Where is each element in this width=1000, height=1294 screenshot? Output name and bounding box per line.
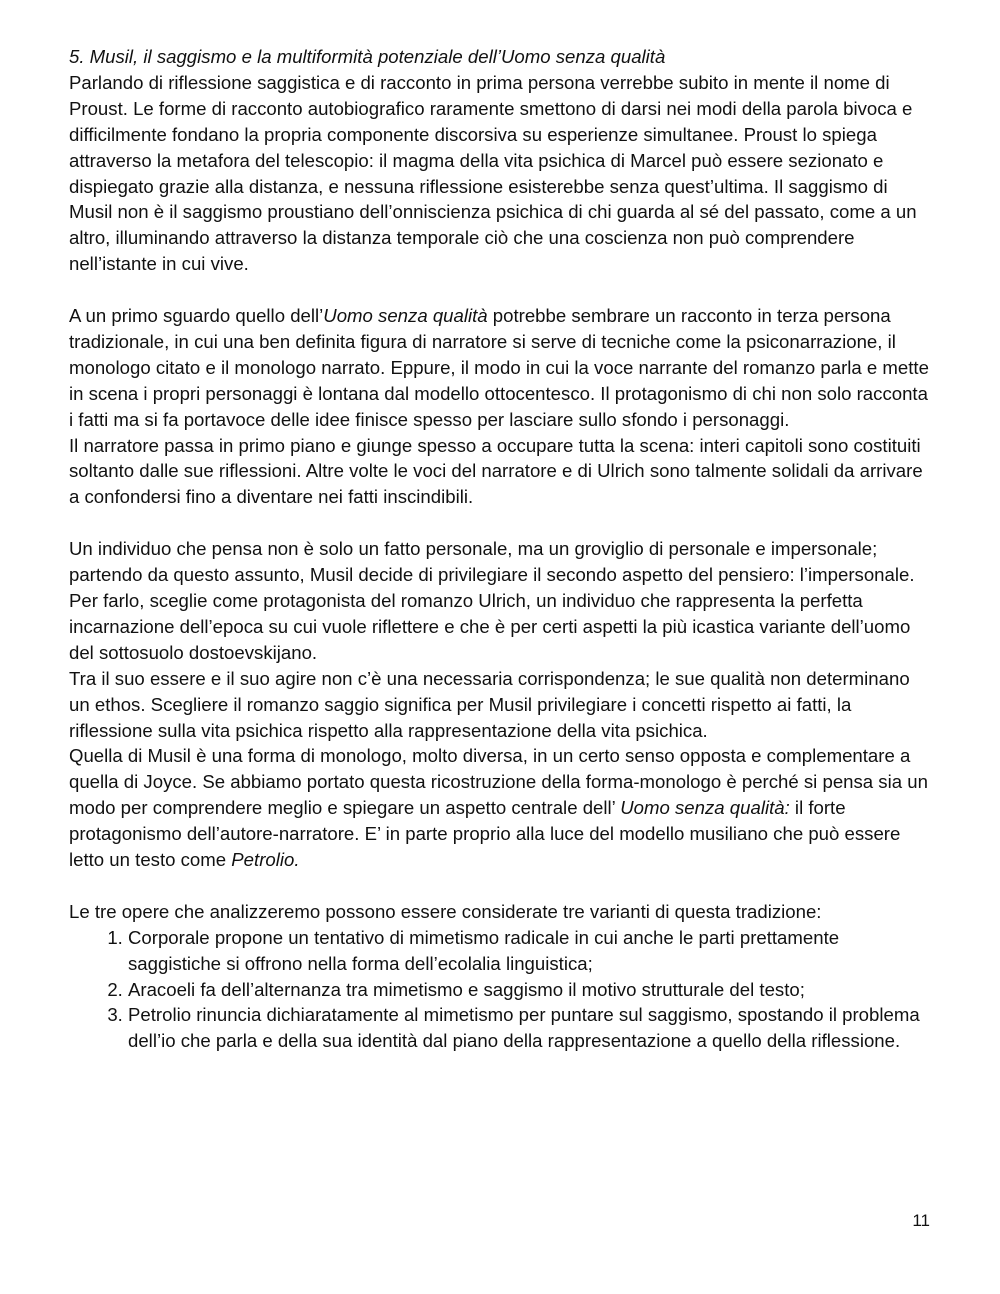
italic-title: Petrolio. [231,849,300,871]
paragraph-essere-agire: Tra il suo essere e il suo agire non c’è una necessaria corrispondenza; le sue qualità non determinano un ethos. Scegliere il romanzo saggio significa per Musil privilegiare i concetti rispetto ai fatti, la riflessione sulla vita psichica rispetto alla rappresentazione della vita psichica. [69,667,910,741]
text-run: il forte protagonismo dell’autore-narratore. E’ in parte proprio alla luce del modello musiliano che può essere letto un testo come [69,797,901,871]
section-heading: 5. Musil, il saggismo e la multiformità potenziale dell’Uomo senza qualità [69,46,666,67]
italic-title: Uomo senza qualità [323,305,488,327]
paragraph-monologo [69,743,935,873]
page-number: 11 [912,1211,930,1230]
works-list [69,925,935,1055]
list-item: 1. Corporale propone un tentativo di mimetismo radicale in cui anche le parti prettamente saggistiche si offrono nella forma dell’ecolalia linguistica; [128,925,935,977]
paragraph-gap [69,873,935,899]
paragraph-gap [69,277,935,303]
text-run: Quella di Musil è una forma di monologo, molto diversa, in un certo senso opposta e complementare a quella di Joyce. Se abbiamo portato questa ricostruzione della forma-monologo è perché si pensa sia un modo per comprendere meglio e spiegare un aspetto centrale dell’ [69,745,928,819]
paragraph-proust: Parlando di riflessione saggistica e di racconto in prima persona verrebbe subito in mente il nome di Proust. Le forme di racconto autobiografico raramente smettono di darsi nei modi della parola bivoca e difficilmente fondano la propria componente discorsiva su esperienze simultanee. Proust lo spiega attraverso la metafora del telescopio: il magma della vita psichica di Marcel può essere sezionato e dispiegato grazie alla distanza, e nessuna riflessione esisterebbe senza quest’ultima. Il saggismo di Musil non è il saggismo proustiano dell’onniscienza psichica di chi guarda al sé del passato, come a un altro, illuminando attraverso la distanza temporale ciò che una coscienza non può comprendere nell’istante in cui vive. [69,71,917,275]
text-run: potrebbe sembrare un racconto in terza persona tradizionale, in cui una ben definita figura di narratore si serve di tecniche come la psiconarrazione, il monologo citato e il monologo narrato. Eppure, il modo in cui la voce narrante del romanzo parla e mette in scena i propri personaggi è lontana dal modello ottocentesco. Il protagonismo di chi non solo racconta i fatti ma si fa portavoce delle idee finisce spesso per lasciare sullo sfondo i personaggi. [69,305,929,430]
italic-title: Uomo senza qualità: [620,797,790,819]
paragraph-terza-persona [69,303,935,433]
paragraph-gap [69,510,935,536]
list-item: 2. Aracoeli fa dell’alternanza tra mimetismo e saggismo il motivo strutturale del testo; [128,977,935,1003]
paragraph-narratore: Il narratore passa in primo piano e giunge spesso a occupare tutta la scena: interi capitoli sono costituiti soltanto dalle sue riflessioni. Altre volte le voci del narratore e di Ulrich sono talmente solidali da arrivare a confondersi fino a diventare nei fatti inscindibili. [69,434,923,508]
text-run: A un primo sguardo quello dell’ [69,305,324,327]
page-body [69,44,935,1054]
paragraph-individuo: Un individuo che pensa non è solo un fatto personale, ma un groviglio di personale e impersonale; partendo da questo assunto, Musil decide di privilegiare il secondo aspetto del pensiero: l’impersonale. Per farlo, sceglie come protagonista del romanzo Ulrich, un individuo che rappresenta la perfetta incarnazione dell’epoca su cui vuole riflettere e che è per certi aspetti la più icastica variante dell’uomo del sottosuolo dostoevskijano. [69,538,915,663]
paragraph-tre-opere: Le tre opere che analizzeremo possono essere considerate tre varianti di questa tradizione: [69,900,822,922]
list-item: 3. Petrolio rinuncia dichiaratamente al mimetismo per puntare sul saggismo, spostando il problema dell’io che parla e della sua identità dal piano della rappresentazione a quello della riflessione. [128,1002,935,1054]
